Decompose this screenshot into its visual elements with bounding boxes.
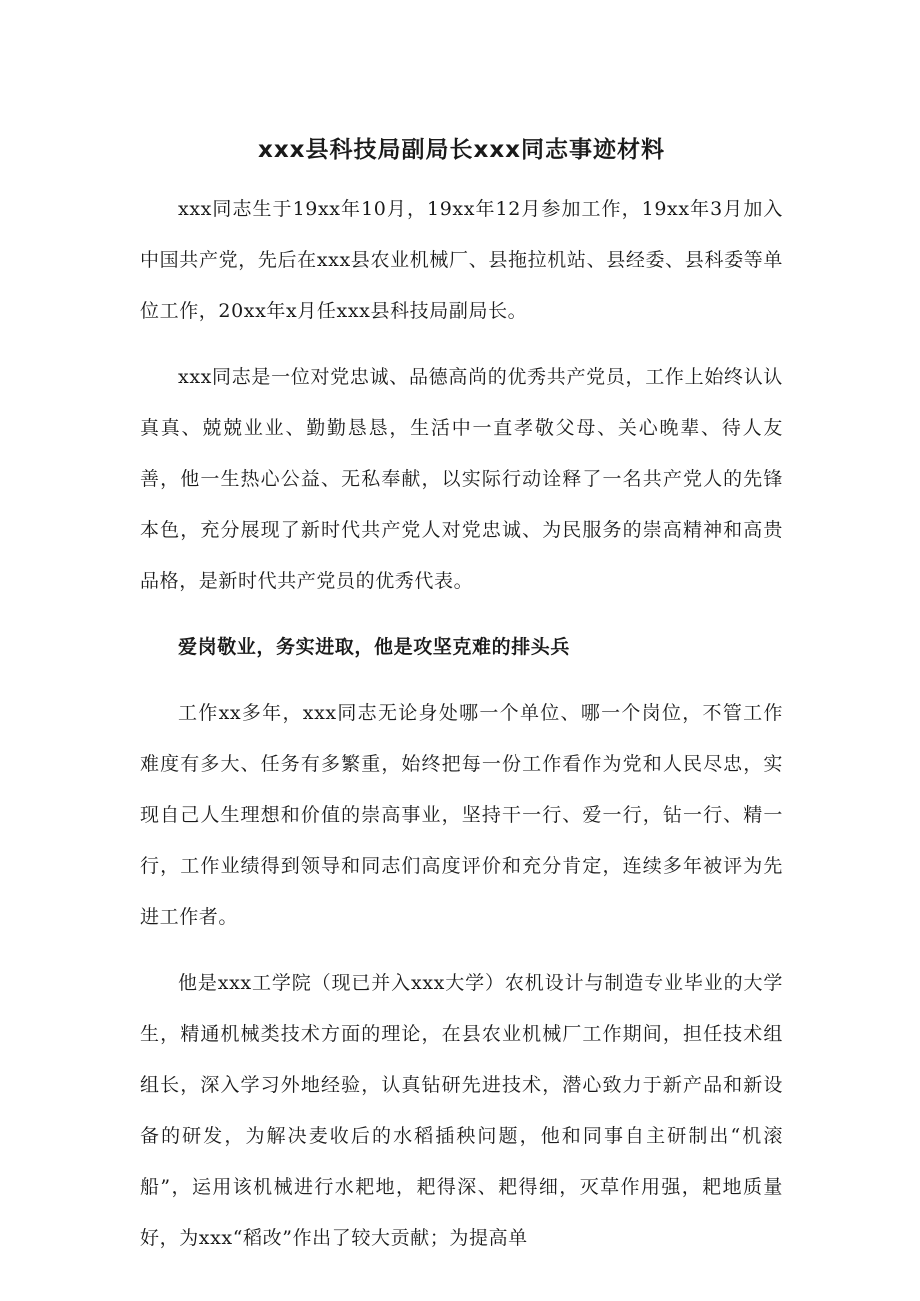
- paragraph-intro: xxx同志生于19xx年10月，19xx年12月参加工作，19xx年3月加入中国共产党，先后在xxx县农业机械厂、县拖拉机站、县经委、县科委等单位工作，20xx年x月任xxx县科技局副局长。: [140, 198, 783, 322]
- paragraph-work-record: 工作xx多年，xxx同志无论身处哪一个单位、哪一个岗位，不管工作难度有多大、任务有多繁重，始终把每一份工作看作为党和人民尽忠，实现自己人生理想和价值的崇高事业，坚持干一行、爱一行，钻一行、精一行，工作业绩得到领导和同志们高度评价和充分肯定，连续多年被评为先进工作者。: [140, 702, 783, 928]
- section-heading: 爱岗敬业，务实进取，他是攻坚克难的排头兵: [178, 636, 571, 658]
- document-page: [140, 130, 783, 1279]
- paragraph-education-research: 他是xxx工学院（现已并入xxx大学）农机设计与制造专业毕业的大学生，精通机械类技术方面的理论，在县农业机械厂工作期间，担任技术组组长，深入学习外地经验，认真钻研先进技术，潜心致力于新产品和新设备的研发，为解决麦收后的水稻插秧问题，他和同事自主研制出“机滚船”，运用该机械进行水耙地，耙得深、耙得细，灭草作用强，耙地质量好，为xxx“稻改”作出了较大贡献；为提高单: [140, 972, 783, 1249]
- document-title: xxx县科技局副局长xxx同志事迹材料: [257, 137, 665, 163]
- paragraph-summary: xxx同志是一位对党忠诚、品德高尚的优秀共产党员，工作上始终认认真真、兢兢业业、勤勤恳恳，生活中一直孝敬父母、关心晚辈、待人友善，他一生热心公益、无私奉献，以实际行动诠释了一名共产党人的先锋本色，充分展现了新时代共产党人对党忠诚、为民服务的崇高精神和高贵品格，是新时代共产党员的优秀代表。: [140, 366, 783, 592]
